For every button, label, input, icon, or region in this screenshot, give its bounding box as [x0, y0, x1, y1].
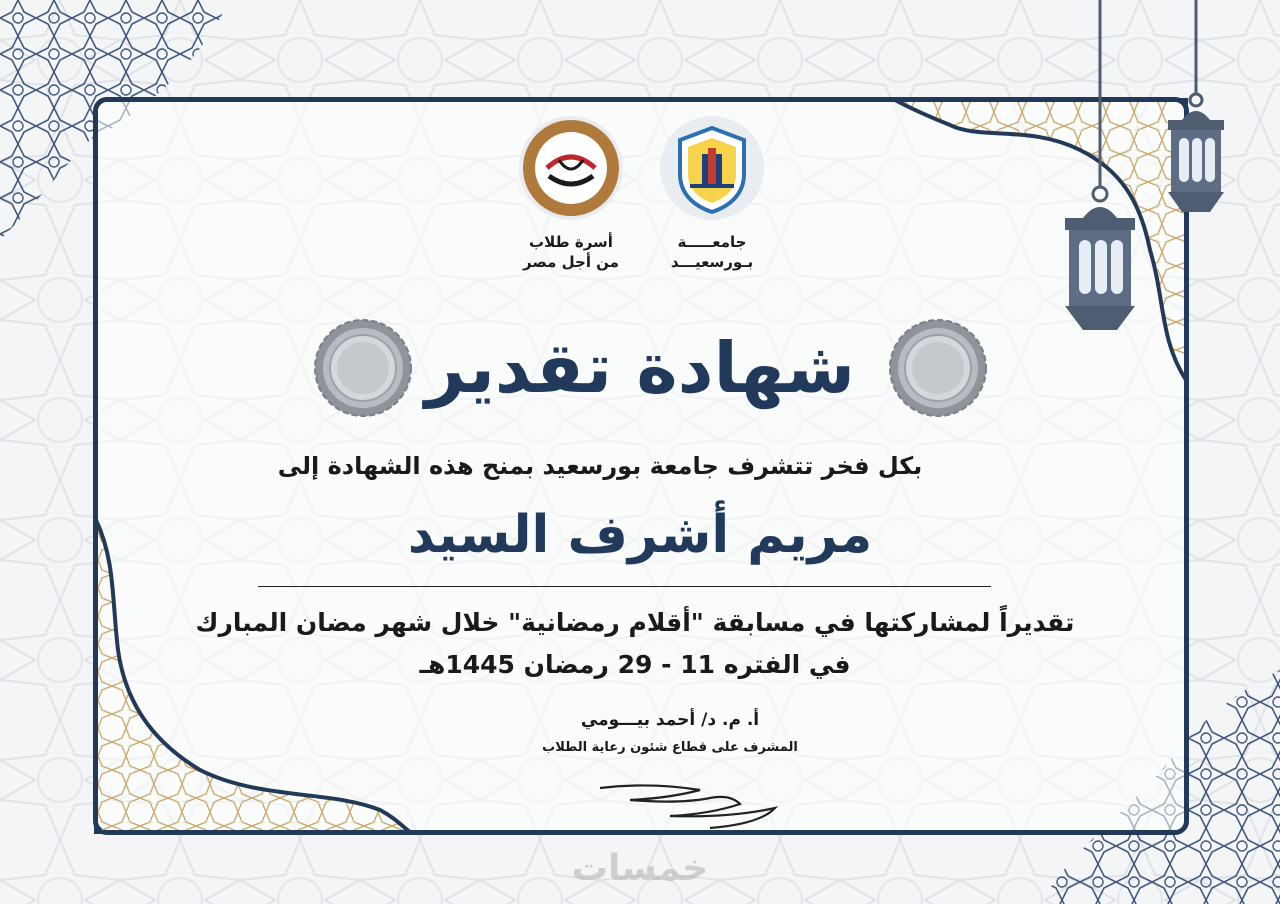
certificate-title: شهادة تقدير: [425, 327, 855, 409]
student-family-caption-line1: أسرة طلاب: [529, 233, 613, 251]
signatory-role: المشرف على قطاع شئون رعاية الطلاب: [542, 740, 798, 755]
silver-medal-icon: [888, 318, 988, 418]
recipient-name: مريم أشرف السيد: [407, 505, 873, 565]
reason-line-2: في الفتره 11 - 29 رمضان 1445هـ: [419, 650, 851, 679]
divider-line: [258, 586, 991, 587]
signatory-name: أ. م. د/ أحمد بيـــومي: [580, 710, 760, 730]
university-logo: [660, 116, 764, 220]
watermark: خمسات: [571, 848, 709, 889]
university-caption-line1: جامعـــــة: [677, 233, 747, 251]
university-crest-icon: [660, 116, 764, 220]
university-caption-line2: بـورسعيـــد: [670, 253, 754, 271]
reason-line-1: تقديراً لمشاركتها في مسابقة "أقلام رمضانية" خلال شهر مضان المبارك: [195, 608, 1075, 637]
student-family-logo: [519, 116, 623, 220]
certificate-reason: [130, 602, 1140, 686]
certificate-intro: بكل فخر تتشرف جامعة بورسعيد بمنح هذه الشهادة إلى: [277, 452, 923, 480]
student-family-caption-line2: من أجل مصر: [523, 253, 619, 271]
lantern-icon: [1055, 0, 1145, 340]
student-family-caption: [496, 232, 646, 272]
student-family-emblem-icon: [519, 116, 623, 220]
lantern-icon: [1160, 0, 1232, 220]
handwritten-signature-icon: [590, 774, 790, 830]
university-caption: [637, 232, 787, 272]
